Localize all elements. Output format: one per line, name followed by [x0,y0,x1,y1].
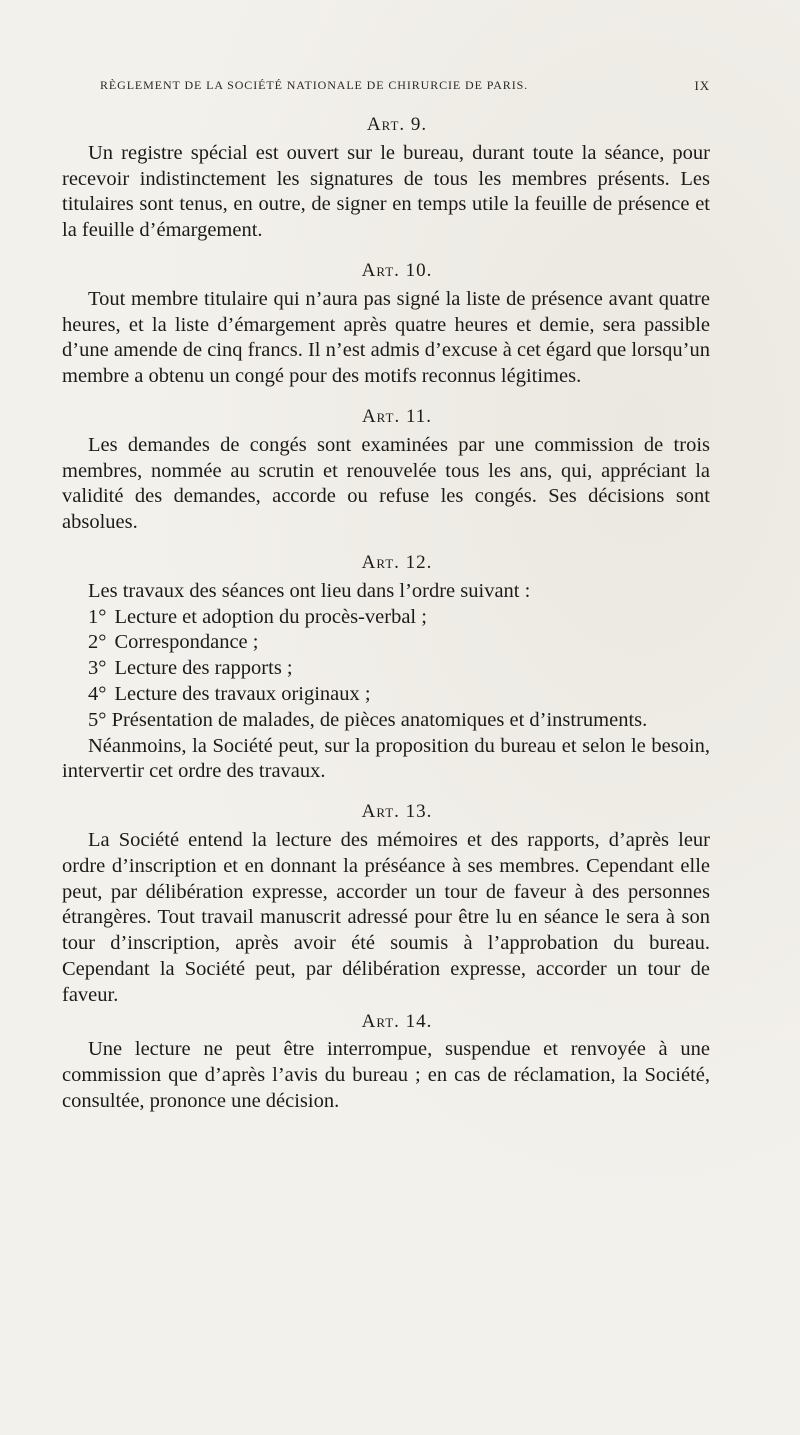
list-item [62,708,710,734]
article-11 [62,404,710,536]
article-10 [62,258,710,390]
article-heading: Art. 14. [361,1010,433,1032]
article-heading: Art. 11. [361,405,433,427]
article-paragraph: Une lecture ne peut être interrompue, suspendue et renvoyée à une commission que d’après l’avis du bureau ; en cas de réclamation, la Société, consultée, prononce une décision. [62,1038,710,1112]
article-13 [62,799,710,1008]
article-intro: Les travaux des séances ont lieu dans l’ordre suivant : [88,579,531,602]
running-head-title: RÈGLEMENT DE LA SOCIÉTÉ NATIONALE DE CHIRURCIE DE PARIS. [100,78,529,92]
list-item [62,630,710,656]
list-number: 3° [88,657,107,680]
article-paragraph: La Société entend la lecture des mémoires et des rapports, d’après leur ordre d’inscription et en donnant la préséance à ses membres. Cependant elle peut, par délibération expresse, accorder un tour de faveur à des personnes étrangères. Tout travail manuscrit adressé pour être lu en séance le sera à son tour d’inscription, après avoir été soumis à l’approbation du bureau. Cependant la Société peut, par délibération expresse, accorder un tour de faveur. [62,828,710,1006]
list-number: 5° [88,708,107,731]
list-item [62,605,710,631]
article-heading: Art. 13. [361,801,433,823]
article-paragraph: Les demandes de congés sont examinées par une commission de trois membres, nommée au scrutin et renouvelée tous les ans, qui, appréciant la validité des demandes, accorde ou refuse les congés. Ses décisions sont absolues. [62,433,710,534]
list-text: Correspondance ; [114,631,259,654]
article-paragraph: Un registre spécial est ouvert sur le bureau, durant toute la séance, pour recevoir indistinctement les signatures de tous les membres présents. Les titulaires sont tenus, en outre, de signer en temps utile la feuille de présence et la feuille d’émargement. [62,141,710,242]
list-item [62,682,710,708]
list-text: Lecture et adoption du procès-verbal ; [114,605,427,628]
article-heading: Art. 9. [366,114,428,135]
article-heading: Art. 12. [361,551,433,573]
article-paragraph: Tout membre titulaire qui n’aura pas signé la liste de présence avant quatre heures, et la liste d’émargement après quatre heures et demie, sera passible d’une amende de cinq francs. Il n’est admis d’excuse à cet égard que lorsqu’un membre a obtenu un congé pour des motifs reconnus légitimes. [62,287,710,388]
list-number: 2° [88,631,107,654]
page-number: IX [694,78,710,93]
article-closing: Néanmoins, la Société peut, sur la proposition du bureau et selon le besoin, intervertir cet ordre des travaux. [62,734,710,783]
body-text [62,112,710,1115]
list-text: Lecture des travaux originaux ; [114,682,371,705]
list-text: Présentation de malades, de pièces anatomiques et d’instruments. [111,708,648,731]
article-heading: Art. 10. [361,259,433,281]
list-number: 1° [88,605,107,628]
list-number: 4° [88,682,107,705]
list-item [62,656,710,682]
article-12 [62,550,710,785]
article-14 [62,1009,710,1115]
article-9 [62,112,710,244]
list-text: Lecture des rapports ; [114,657,293,680]
